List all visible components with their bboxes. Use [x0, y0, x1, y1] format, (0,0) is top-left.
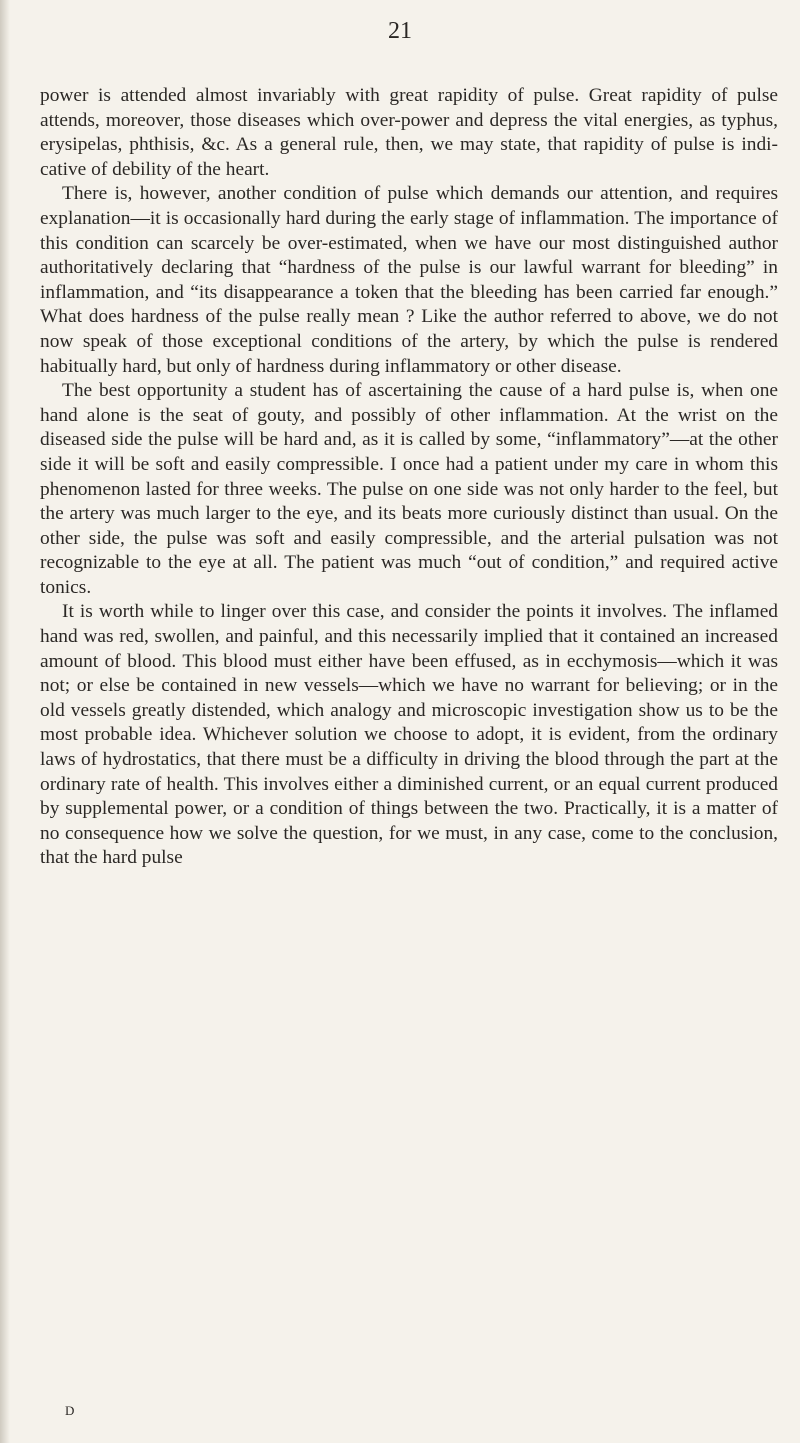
body-text: [40, 84, 778, 871]
paragraph-2: There is, however, another condition of pulse which demands our attention, and requires explanation—it is occasionally hard during the early stage of inflammation. The importance of this condition can scarcely be over-estimated, when we have our most distinguished author authoritatively declaring that “hardness of the pulse is our lawful warrant for bleeding” in inflammation, and “its disappearance a token that the bleeding has been carried far enough.” What does hardness of the pulse really mean ? Like the author referred to above, we do not now speak of those exceptional conditions of the artery, by which the pulse is rendered habitually hard, but only of hardness during inflammatory or other disease.: [40, 183, 778, 377]
page-gutter-shadow: [0, 0, 10, 1443]
signature-mark: D: [65, 1403, 75, 1418]
paragraph-3: The best opportunity a student has of ascertaining the cause of a hard pulse is, when one hand alone is the seat of gouty, and possibly of other inflammation. At the wrist on the diseased side the pulse will be hard and, as it is called by some, “inflammatory”—at the other side it will be soft and easily compressible. I once had a patient under my care in whom this phenomenon lasted for three weeks. The pulse on one side was not only harder to the feel, but the artery was much larger to the eye, and its beats more curiously distinct than usual. On the other side, the pulse was soft and easily compressible, and the arterial pulsation was not recognizable to the eye at all. The patient was much “out of condition,” and required active tonics.: [40, 380, 778, 598]
paragraph-4: It is worth while to linger over this case, and consider the points it involves. The inflamed hand was red, swollen, and painful, and this necessarily implied that it contained an increased amount of blood. This blood must either have been effused, as in ecchymosis—which it was not; or else be contained in new vessels—which we have no warrant for believing; or in the old vessels greatly distended, which analogy and microscopic investigation show us to be the most probable idea. Whichever solution we choose to adopt, it is evident, from the ordinary laws of hydrostatics, that there must be a difficulty in driving the blood through the part at the ordinary rate of health. This involves either a diminished current, or an equal current produced by supplemental power, or a condition of things between the two. Practically, it is a matter of no consequence how we solve the question, for we must, in any case, come to the conclusion, that the hard pulse: [40, 601, 778, 869]
paragraph-1: power is attended almost invariably with great rapidity of pulse. Great rapidity of pulse attends, moreover, those diseases which over-power and depress the vital energies, as typhus, erysipelas, phthisis, &c. As a general rule, then, we may state, that rapidity of pulse is indi-cative of debility of the heart.: [40, 85, 778, 180]
page-number: 21: [388, 18, 412, 44]
